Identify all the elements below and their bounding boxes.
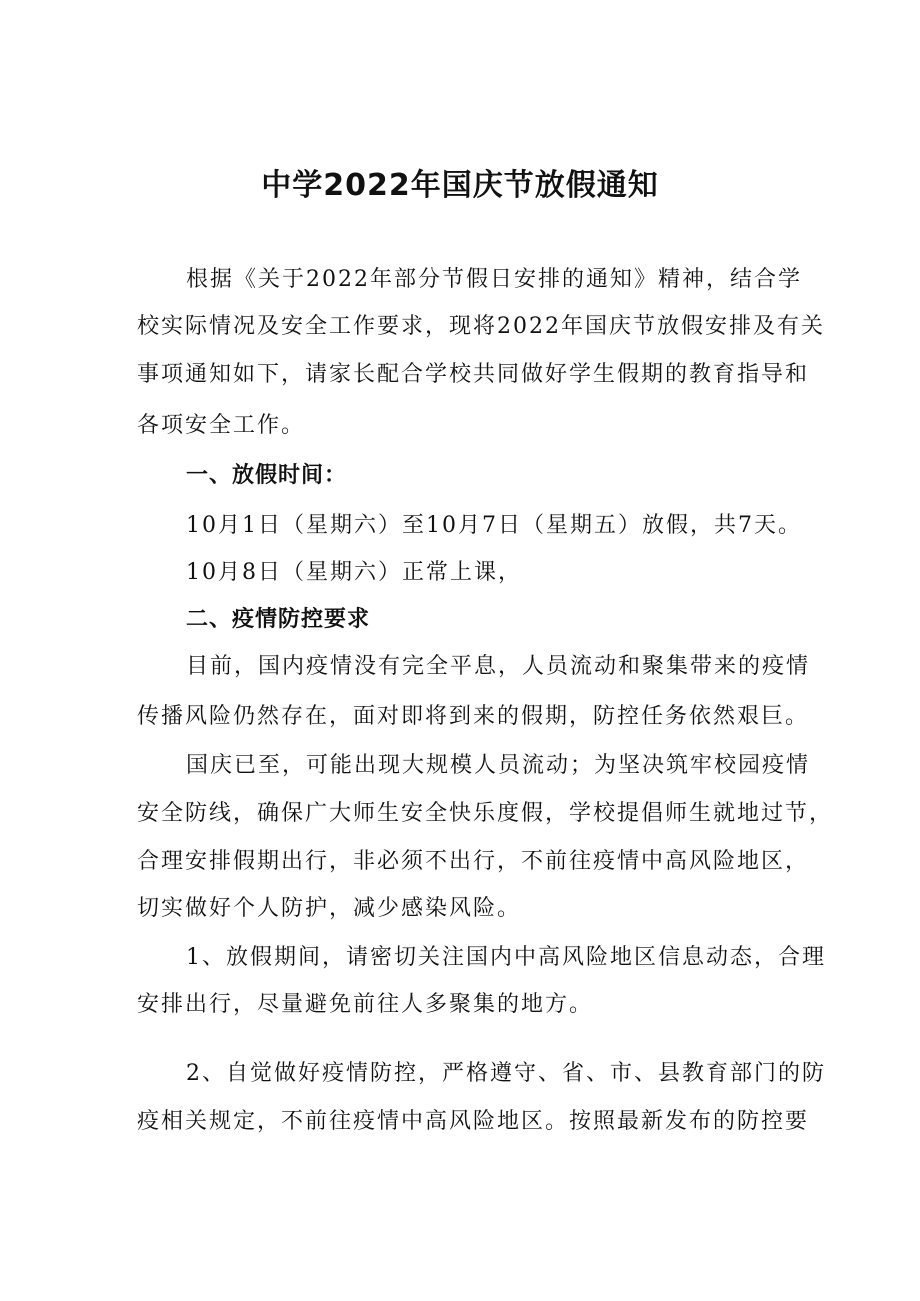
intro-line-1: 根据《关于2022年部分节假日安排的通知》精神，结合学 <box>186 267 802 292</box>
section-2-item-2-line-1: 2、自觉做好疫情防控，严格遵守、省、市、县教育部门的防 <box>186 1061 826 1086</box>
section-2-para-1-line-1: 目前，国内疫情没有完全平息，人员流动和聚集带来的疫情 <box>186 654 811 679</box>
section-2-para-2-line-4: 切实做好个人防护，减少感染风险。 <box>137 896 522 921</box>
intro-line-2: 校实际情况及安全工作要求，现将2022年国庆节放假安排及有关 <box>137 314 825 339</box>
section-1-line-2: 10月8日（星期六）正常上课， <box>186 560 522 585</box>
notice-title: 中学2022年国庆节放假通知 <box>261 168 659 203</box>
intro-line-4: 各项安全工作。 <box>137 413 306 438</box>
section-1-heading: 一、放假时间： <box>186 463 348 488</box>
section-2-item-1-line-2: 安排出行，尽量避免前往人多聚集的地方。 <box>137 992 594 1017</box>
intro-line-3: 事项通知如下，请家长配合学校共同做好学生假期的教育指导和 <box>137 362 810 387</box>
section-2-para-2-line-1: 国庆已至，可能出现大规模人员流动；为坚决筑牢校园疫情 <box>186 753 811 778</box>
section-2-item-1-line-1: 1、放假期间，请密切关注国内中高风险地区信息动态，合理 <box>186 945 826 970</box>
section-2-para-1-line-2: 传播风险仍然存在，面对即将到来的假期，防控任务依然艰巨。 <box>137 704 810 729</box>
section-1-line-1: 10月1日（星期六）至10月7日（星期五）放假，共7天。 <box>186 513 802 538</box>
section-2-para-2-line-2: 安全防线，确保广大师生安全快乐度假，学校提倡师生就地过节， <box>137 801 834 826</box>
section-2-item-2-line-2: 疫相关规定，不前往疫情中高风险地区。按照最新发布的防控要 <box>137 1109 810 1134</box>
section-2-para-2-line-3: 合理安排假期出行，非必须不出行，不前往疫情中高风险地区， <box>137 849 810 874</box>
section-2-heading: 二、疫情防控要求 <box>186 607 371 632</box>
